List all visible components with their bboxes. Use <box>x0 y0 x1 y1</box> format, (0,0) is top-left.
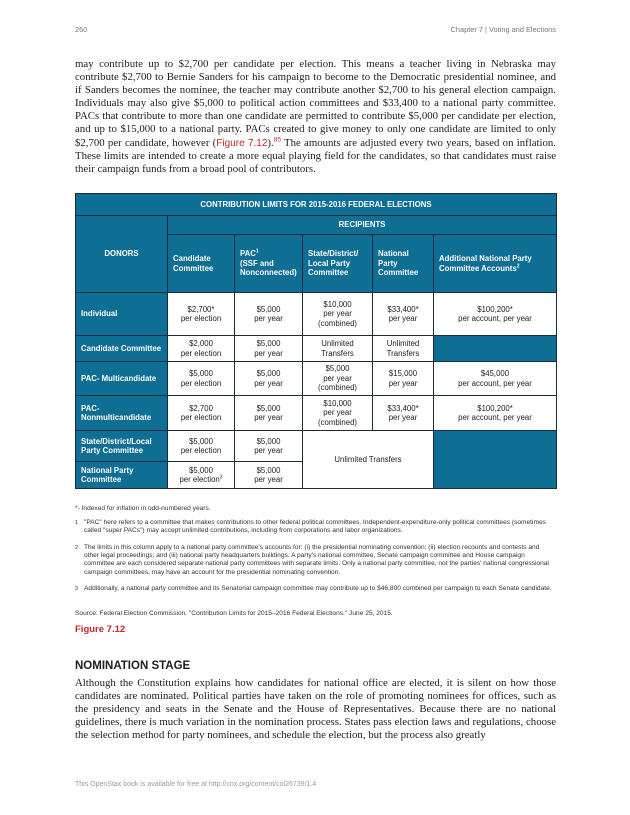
table-cell: $45,000 per account, per year <box>434 362 557 396</box>
table-row <box>76 396 557 431</box>
col-state-party: State/District/ Local Party Committee <box>303 235 373 293</box>
table-cell: $100,200* per account, per year <box>434 396 557 431</box>
table-cell: $10,000 per year (combined) <box>303 293 373 336</box>
table-title: CONTRIBUTION LIMITS FOR 2015-2016 FEDERAL ELECTIONS <box>76 194 557 216</box>
additional-footnote-mark: 2 <box>516 262 520 269</box>
table-cell: $5,000 per year <box>235 293 303 336</box>
table-cell: Unlimited Transfers <box>373 336 434 362</box>
national-footnote-mark: 3 <box>219 474 223 481</box>
footer-note: This OpenStax book is available for free at http://cnx.org/content/col26739/1.4 <box>75 781 317 788</box>
recipients-header: RECIPIENTS <box>168 216 557 235</box>
table-cell: $15,000 per year <box>373 362 434 396</box>
table-cell-empty <box>434 431 557 489</box>
table-cell: $2,700 per election <box>168 396 235 431</box>
nomination-paragraph: Although the Constitution explains how candidates for national office are elected, it is silent on how those candidates are nominated. Political parties have taken on the role of promoting nominees for offices, such as the presidency and seats in the Senate and the House of Representatives. Because there are no national guidelines, there is much variation in the nomination process. States pass election laws and regulations, choose the selection method for party nominees, and schedule the election, but the process also greatly <box>75 677 556 742</box>
note-inflation: *- Indexed for inflation in odd-numbered years. <box>75 505 211 512</box>
row-label-national-party: National Party Committee <box>76 462 168 489</box>
table-cell: $5,000 per year <box>235 462 303 489</box>
table-cell: $5,000 per year <box>235 431 303 462</box>
figure-caption: Figure 7.12 <box>75 624 126 635</box>
table-cell: $100,200* per account, per year <box>434 293 557 336</box>
intro-text: may contribute up to $2,700 per candidate per election. This means a teacher living in Nebraska may contribute $2,700 to Bernie Sanders for his campaign to become to the Democratic presidential nominee, and if Sanders becomes the nominee, the teacher may contribute another $2,700 to his general election campaign. Individuals may also give $5,000 to political action committees and $33,400 to a national party committee. PACs that contribute to more than one candidate are permitted to contribute $5,000 per candidate per election, and up to $15,000 to a national party. PACs created to give money to only one candidate are limited to only $2,700 per candidate, however ( <box>75 58 556 149</box>
table-row <box>76 362 557 396</box>
table-cell: $5,000 per election$^3$ <box>168 462 235 489</box>
figure-link[interactable]: Figure 7.12 <box>216 137 268 149</box>
source-note: Source: Federal Election Commission. "Contribution Limits for 2015–2016 Federal Elections." June 25, 2015. <box>75 610 393 617</box>
footnote-2: 2 The limits in this column apply to a national party committee's accounts for: (i) the presidential nominating convention; (ii) election recounts and contests and other legal proceedings; and (iii) national party headquarters buildings. A party's national committee, Senate campaign committee and House campaign committee are each considered separate national party committees with separate limits. Only a national party committee, not the parties' national congressional campaign committees, may have an account for the presidential nominating convention. <box>75 544 549 576</box>
contribution-limits-table <box>75 193 557 489</box>
table-cell-empty <box>434 336 557 362</box>
row-label-pac-nonmulticandidate: PAC- Nonmulticandidate <box>76 396 168 431</box>
page-number: 260 <box>75 25 88 34</box>
footnote-3: 3 Additionally, a national party committee and its Senatorial campaign committee may contribute up to $46,800 combined per campaign to each Senate candidate. <box>75 585 552 592</box>
table-cell: $2,000 per election <box>168 336 235 362</box>
table-cell: $2,700* per election <box>168 293 235 336</box>
table-cell: $33,400* per year <box>373 396 434 431</box>
col-national-party: National Party Committee <box>373 235 434 293</box>
donors-header: DONORS <box>76 216 168 293</box>
table-cell: $5,000 per election <box>168 362 235 396</box>
row-label-state-party: State/District/Local Party Committee <box>76 431 168 462</box>
intro-paragraph <box>75 58 556 176</box>
row-label-candidate-committee: Candidate Committee <box>76 336 168 362</box>
table-cell: $33,400* per year <box>373 293 434 336</box>
intro-text-close: ). <box>267 136 274 149</box>
col-pac: PAC$^1$ (SSF and Nonconnected) <box>235 235 303 293</box>
row-label-individual: Individual <box>76 293 168 336</box>
table-cell: $5,000 per year <box>235 336 303 362</box>
section-title: NOMINATION STAGE <box>75 660 191 672</box>
table-row <box>76 431 557 462</box>
row-label-pac-multicandidate: PAC- Multicandidate <box>76 362 168 396</box>
table-cell: $10,000 per year (combined) <box>303 396 373 431</box>
col-additional-accounts: Additional National Party Committee Accounts$^2$ <box>434 235 557 293</box>
pac-footnote-mark: 1 <box>255 248 259 255</box>
table-cell: $5,000 per year <box>235 362 303 396</box>
table-row <box>76 293 557 336</box>
table-cell: Unlimited Transfers <box>303 336 373 362</box>
col-candidate-committee: Candidate Committee <box>168 235 235 293</box>
table-cell: $5,000 per election <box>168 431 235 462</box>
intro-text-end: The amounts are adjusted every two years, based on inflation. These limits are intended to create a more equal playing field for the candidates, so that candidates must raise their campaign funds from a broad pool of contributors. <box>75 136 557 175</box>
table-cell: $5,000 per year (combined) <box>303 362 373 396</box>
endnote-link[interactable]: 85 <box>273 135 281 143</box>
chapter-header: Chapter 7 | Voting and Elections <box>450 25 556 34</box>
table-cell: $5,000 per year <box>235 396 303 431</box>
unlimited-transfers-cell: Unlimited Transfers <box>303 431 434 489</box>
table-row <box>76 336 557 362</box>
footnote-1: 1 "PAC" here refers to a committee that makes contributions to other federal political committees. Independent-expenditure-only political committees (sometimes called "super PACs") may accept unlimited contributions, including from corporations and labor organizations. <box>75 519 546 535</box>
